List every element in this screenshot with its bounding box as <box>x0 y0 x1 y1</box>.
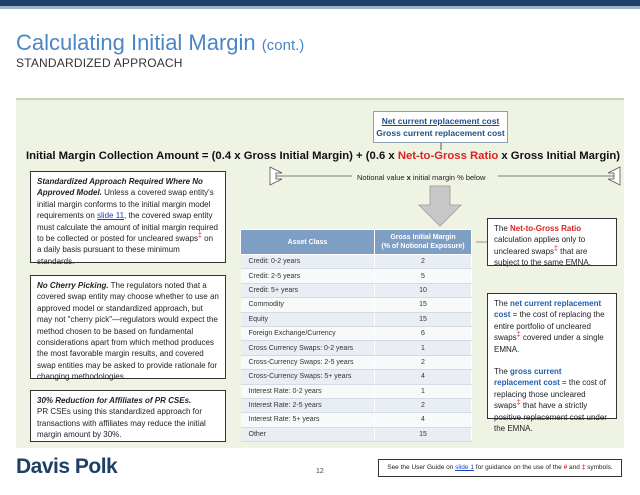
hash-symbol: # <box>563 464 568 471</box>
rbox2-pre2: The <box>494 367 511 377</box>
asset-class-cell: Foreign Exchange/Currency <box>241 326 375 340</box>
dagger-symbol: ‡ <box>516 399 521 407</box>
margin-value-cell: 2 <box>375 398 472 412</box>
initial-margin-formula <box>26 150 620 162</box>
table-row <box>241 283 472 297</box>
margin-value-cell: 6 <box>375 326 472 340</box>
margin-value-cell: 15 <box>375 312 472 326</box>
rbox2-text2: = the cost of replacing those uncleared swaps <box>494 378 606 411</box>
asset-class-cell: Cross-Currency Swaps: 2-5 years <box>241 355 375 369</box>
notional-caption <box>357 173 485 182</box>
notional-after: initial margin % below <box>410 173 486 182</box>
ratio-definition-box <box>373 111 508 143</box>
table-row <box>241 312 472 326</box>
rbox2-text1: = the cost of replacing the entire portfolio of uncleared swaps <box>494 310 605 343</box>
box1-text3: on a daily basis pursuant to these minimum standards. <box>37 234 214 266</box>
net-cost-definition <box>494 298 610 355</box>
standardized-approach-note <box>30 171 226 266</box>
margin-value-cell: 4 <box>375 370 472 384</box>
asset-class-cell: Other <box>241 427 375 441</box>
no-cherry-picking-note <box>30 275 226 382</box>
affiliate-reduction-note <box>30 390 226 442</box>
replacement-cost-definitions <box>487 293 617 434</box>
note-and: and <box>567 464 582 471</box>
asset-class-cell: Cross Currency Swaps: 0-2 years <box>241 341 375 355</box>
slide-1-link[interactable]: slide 1 <box>455 464 474 471</box>
dagger-symbol: ‡ <box>581 464 586 471</box>
title-text: Calculating Initial Margin <box>16 30 256 55</box>
margin-value-cell: 2 <box>375 355 472 369</box>
table-row <box>241 370 472 384</box>
notional-bold: x <box>406 173 411 182</box>
formula-highlight: Net-to-Gross Ratio <box>397 150 499 162</box>
asset-class-cell: Credit: 2-5 years <box>241 269 375 283</box>
table-row <box>241 384 472 398</box>
margin-value-cell: 2 <box>375 255 472 269</box>
asset-class-cell: Commodity <box>241 298 375 312</box>
user-guide-note <box>378 459 622 477</box>
panel-divider <box>16 98 624 100</box>
title-suffix: (cont.) <box>261 37 305 54</box>
table-row <box>241 269 472 283</box>
asset-class-cell: Interest Rate: 0-2 years <box>241 384 375 398</box>
davis-polk-logo: Davis Polk <box>16 455 118 478</box>
col-gross-initial-margin <box>375 230 472 255</box>
asset-class-cell: Interest Rate: 2-5 years <box>241 398 375 412</box>
margin-value-cell: 10 <box>375 283 472 297</box>
table-row <box>241 326 472 340</box>
rbox1-highlight: Net-to-Gross Ratio <box>510 224 582 233</box>
rbox2-highlight1: net current replacement cost <box>494 299 602 320</box>
note-mid: for guidance on the use of the <box>473 464 564 471</box>
table-row <box>241 427 472 441</box>
table-row <box>241 255 472 269</box>
box1-text2: , the covered swap entity must calculate the amount of initial margin required to be collected or posted for uncleared swaps <box>37 211 218 244</box>
table-row <box>241 298 472 312</box>
page-subtitle: STANDARDIZED APPROACH <box>16 56 183 70</box>
dagger-symbol: ‡ <box>554 245 558 253</box>
rbox2-post1: covered under a single EMNA. <box>494 333 604 354</box>
rbox1-post: that are subject to the same EMNA. <box>494 246 591 268</box>
top-accent-bar-light <box>0 6 640 9</box>
page-title <box>16 30 304 56</box>
col2-line2: (% of Notional Exposure) <box>381 243 465 250</box>
margin-value-cell: 1 <box>375 341 472 355</box>
table-row <box>241 398 472 412</box>
initial-margin-table <box>240 229 472 442</box>
gross-cost-definition <box>494 366 610 434</box>
table-row <box>241 341 472 355</box>
margin-value-cell: 15 <box>375 427 472 441</box>
box3-text: PR CSEs using this standardized approach for transactions with affiliates may reduce the initial margin amount by 30%. <box>37 407 206 440</box>
margin-value-cell: 1 <box>375 384 472 398</box>
table-header-row <box>241 230 472 255</box>
col2-line1: Gross Initial Margin <box>390 234 456 241</box>
dagger-symbol: ‡ <box>516 331 521 339</box>
box3-heading: 30% Reduction for Affiliates of PR CSEs. <box>37 396 192 405</box>
margin-value-cell: 4 <box>375 413 472 427</box>
box2-heading: No Cherry Picking. <box>37 281 109 290</box>
box1-heading: Standardized Approach Required Where No Approved Model. <box>37 177 203 198</box>
margin-value-cell: 15 <box>375 298 472 312</box>
notional-before: Notional value <box>357 173 407 182</box>
ratio-numerator: Net current replacement cost <box>381 116 500 126</box>
formula-part2: x Gross Initial Margin) <box>498 150 621 162</box>
slide-11-link[interactable]: slide 11 <box>97 211 125 221</box>
asset-class-cell: Interest Rate: 5+ years <box>241 413 375 427</box>
box1-text1: Unless a covered swap entity's initial margin conforms to the initial margin model requirements on <box>37 188 214 221</box>
net-to-gross-ratio-note <box>487 218 617 266</box>
asset-class-cell: Cross-Currency Swaps: 5+ years <box>241 370 375 384</box>
note-pre: See the User Guide on <box>387 464 456 471</box>
ratio-denominator: Gross current replacement cost <box>376 128 505 138</box>
table-row <box>241 355 472 369</box>
table-row <box>241 413 472 427</box>
page-number: 12 <box>316 468 324 475</box>
margin-value-cell: 5 <box>375 269 472 283</box>
definition-spacer <box>494 355 610 366</box>
rbox1-pre: The <box>494 224 511 233</box>
col-asset-class: Asset Class <box>241 230 375 255</box>
asset-class-cell: Equity <box>241 312 375 326</box>
asset-class-cell: Credit: 0-2 years <box>241 255 375 269</box>
rbox2-highlight2: gross current replacement cost <box>494 367 562 388</box>
rbox2-post2: that have a strictly positive replacement cost under the EMNA. <box>494 401 607 434</box>
dagger-symbol: ‡ <box>197 232 202 240</box>
asset-class-cell: Credit: 5+ years <box>241 283 375 297</box>
rbox2-pre1: The <box>494 299 511 308</box>
note-post: symbols. <box>585 464 613 471</box>
box2-text: The regulators noted that a covered swap entity may choose whether to use an approved model or standardized approach, but may not "cherry pick"—regulators would expect the method chosen to be based on fundamental considerations apart from which method produces the most favorable margin results, and covered swap entities may be asked to provide rationale for changing methodologies. <box>37 281 219 382</box>
formula-part1: Initial Margin Collection Amount = (0.4 x Gross Initial Margin) + (0.6 x <box>26 150 398 162</box>
rbox1-text: calculation applies only to uncleared swaps <box>494 235 586 256</box>
